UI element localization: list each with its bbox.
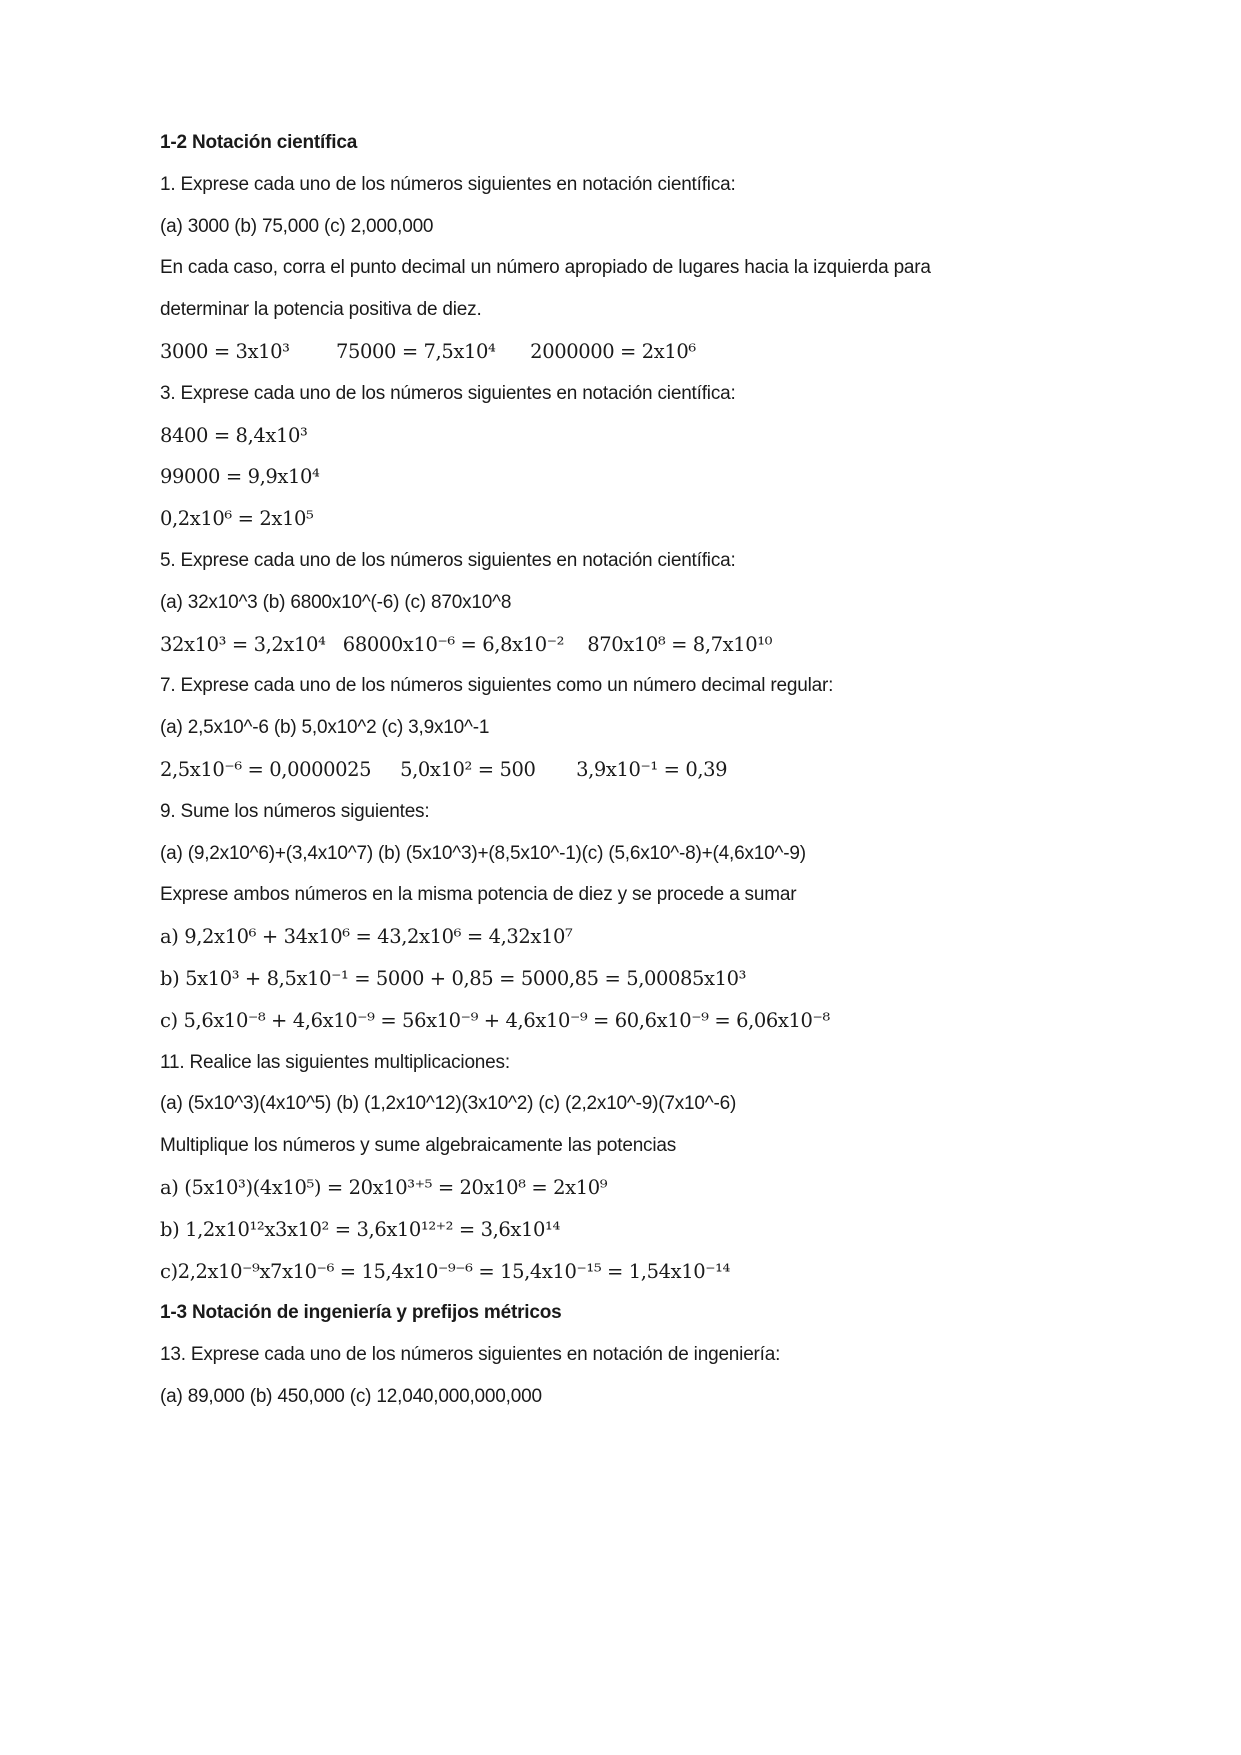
problem-9-prompt: 9. Sume los números siguientes: bbox=[160, 800, 430, 822]
problem-13-prompt: 13. Exprese cada uno de los números siguientes en notación de ingeniería: bbox=[160, 1344, 781, 1366]
problem-5-prompt: 5. Exprese cada uno de los números siguientes en notación científica: bbox=[160, 549, 736, 571]
solution-7: 2,5x10⁻⁶ = 0,0000025 5,0x10² = 500 3,9x10⁻¹ = 0,39 bbox=[160, 757, 728, 781]
explanation-11: Multiplique los números y sume algebraicamente las potencias bbox=[160, 1135, 677, 1157]
solution-11c: c)2,2x10⁻⁹x7x10⁻⁶ = 15,4x10⁻⁹⁻⁶ = 15,4x10⁻¹⁵ = 1,54x10⁻¹⁴ bbox=[160, 1259, 730, 1283]
problem-13-values: (a) 89,000 (b) 450,000 (c) 12,040,000,000,000 bbox=[160, 1385, 542, 1407]
problem-7-values: (a) 2,5x10^-6 (b) 5,0x10^2 (c) 3,9x10^-1 bbox=[160, 717, 490, 739]
section-heading-1-2: 1-2 Notación científica bbox=[160, 132, 358, 153]
solution-3a: 8400 = 8,4x10³ bbox=[160, 423, 308, 447]
problem-5-values: (a) 32x10^3 (b) 6800x10^(-6) (c) 870x10^8 bbox=[160, 591, 512, 613]
explanation-1-line-2: determinar la potencia positiva de diez. bbox=[160, 299, 482, 321]
problem-1-values: (a) 3000 (b) 75,000 (c) 2,000,000 bbox=[160, 215, 434, 237]
problem-9-values: (a) (9,2x10^6)+(3,4x10^7) (b) (5x10^3)+(8,5x10^-1)(c) (5,6x10^-8)+(4,6x10^-9) bbox=[160, 842, 806, 864]
solution-3b: 99000 = 9,9x10⁴ bbox=[160, 465, 320, 489]
explanation-1-line-1: En cada caso, corra el punto decimal un número apropiado de lugares hacia la izquierda para bbox=[160, 257, 931, 279]
solution-5: 32x10³ = 3,2x10⁴ 68000x10⁻⁶ = 6,8x10⁻² 870x10⁸ = 8,7x10¹⁰ bbox=[160, 632, 773, 656]
problem-11-prompt: 11. Realice las siguientes multiplicaciones: bbox=[160, 1051, 510, 1073]
solution-11b: b) 1,2x10¹²x3x10² = 3,6x10¹²⁺² = 3,6x10¹⁴ bbox=[160, 1217, 560, 1241]
solution-9c: c) 5,6x10⁻⁸ + 4,6x10⁻⁹ = 56x10⁻⁹ + 4,6x10⁻⁹ = 60,6x10⁻⁹ = 6,06x10⁻⁸ bbox=[160, 1008, 830, 1032]
solution-11a: a) (5x10³)(4x10⁵) = 20x10³⁺⁵ = 20x10⁸ = 2x10⁹ bbox=[160, 1175, 608, 1199]
solution-9a: a) 9,2x10⁶ + 34x10⁶ = 43,2x10⁶ = 4,32x10⁷ bbox=[160, 925, 573, 949]
section-heading-1-3: 1-3 Notación de ingeniería y prefijos métricos bbox=[160, 1302, 562, 1324]
solution-3c: 0,2x10⁶ = 2x10⁵ bbox=[160, 507, 314, 531]
solution-1: 3000 = 3x10³ 75000 = 7,5x10⁴ 2000000 = 2x10⁶ bbox=[160, 339, 696, 363]
problem-3-prompt: 3. Exprese cada uno de los números siguientes en notación científica: bbox=[160, 382, 736, 404]
explanation-9: Exprese ambos números en la misma potencia de diez y se procede a sumar bbox=[160, 884, 797, 906]
solution-9b: b) 5x10³ + 8,5x10⁻¹ = 5000 + 0,85 = 5000,85 = 5,00085x10³ bbox=[160, 966, 747, 990]
problem-7-prompt: 7. Exprese cada uno de los números siguientes como un número decimal regular: bbox=[160, 675, 834, 697]
problem-1-prompt: 1. Exprese cada uno de los números siguientes en notación científica: bbox=[160, 173, 736, 195]
problem-11-values: (a) (5x10^3)(4x10^5) (b) (1,2x10^12)(3x10^2) (c) (2,2x10^-9)(7x10^-6) bbox=[160, 1093, 737, 1115]
